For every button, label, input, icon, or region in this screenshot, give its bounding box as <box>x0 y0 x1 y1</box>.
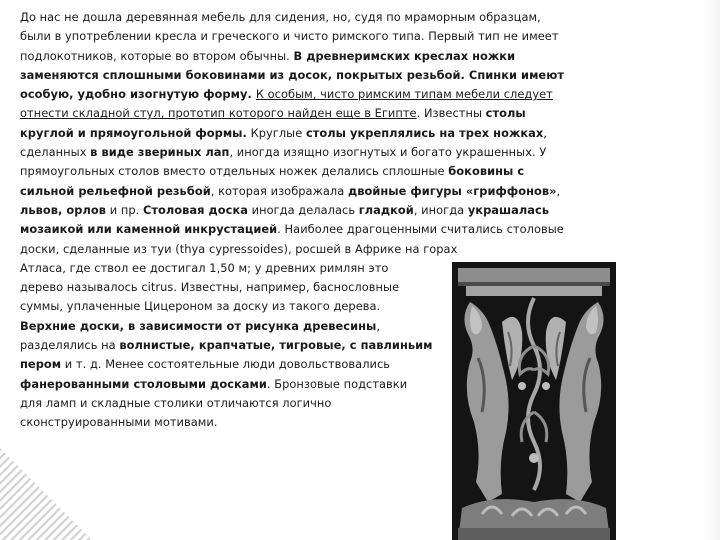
text-line <box>20 143 616 162</box>
text-run: , <box>556 183 561 198</box>
text-run-bold: столы <box>485 106 526 121</box>
text-run-bold: Столовая доска <box>142 202 248 217</box>
text-run-bold: Верхние доски, в зависимости от рисунка древесины <box>20 318 377 333</box>
text-run-bold: гладкой <box>358 202 414 217</box>
text-run: сделанных <box>20 145 91 160</box>
text-run: Круглые <box>246 125 306 140</box>
text-run: доски, сделанные из туи (thya cypressoides), росшей в Африке на горах <box>20 241 458 256</box>
text-run: иногда делалась <box>248 202 359 217</box>
text-run: сконструированными мотивами. <box>20 415 218 430</box>
text-run: и т. д. Менее состоятельные люди довольствовались <box>61 357 391 372</box>
text-run: , <box>376 318 381 333</box>
corner-stripes-decoration <box>0 448 92 540</box>
text-run-bold: волнистые, крапчатые, тигровые, с павлиньим <box>119 338 433 353</box>
text-run: подлокотников, которые во втором обычны. <box>20 48 294 63</box>
text-run: , иногда изящно изогнутых и богато украшенных. У <box>229 145 547 160</box>
underlined-text: отнести складной стул, прототип которого найден еще в Египте <box>20 106 417 121</box>
griffin-relief-illustration <box>452 262 616 540</box>
text-run: разделялись на <box>20 338 120 353</box>
griffin-table-support-photo <box>452 262 616 540</box>
text-run-bold: пером <box>20 357 62 372</box>
text-run-bold: мозаикой или каменной инкрустацией <box>20 222 278 237</box>
text-run: , <box>543 125 547 140</box>
text-line <box>20 220 616 239</box>
text-line <box>20 27 616 46</box>
text-run: Атласа, где ствол ее достигал 1,50 м; у древних римлян это <box>20 260 389 275</box>
text-run: . Наиболее драгоценными считались столовые <box>277 222 564 237</box>
text-run: . Бронзовые подставки <box>266 376 408 391</box>
slide-edge-decoration <box>702 0 720 540</box>
text-run: , иногда <box>413 202 468 217</box>
text-line <box>20 66 616 85</box>
text-run-bold: боковины с <box>448 164 525 179</box>
text-run-bold: украшалась <box>467 202 550 217</box>
text-line <box>20 47 616 66</box>
text-run-bold: столы укреплялись на трех ножках <box>305 125 544 140</box>
text-run-bold: особую, удобно изогнутую форму. <box>20 87 256 102</box>
text-run: были в употреблении кресла и греческого и чисто римского типа. Первый тип не имеет <box>20 29 559 44</box>
underlined-text: К особым, чисто римским типам мебели следует <box>255 87 553 102</box>
text-line <box>20 240 616 259</box>
text-line <box>20 104 616 123</box>
text-run: прямоугольных столов вместо отдельных ножек делались сплошные <box>20 164 449 179</box>
text-line <box>20 85 616 104</box>
text-run-bold: заменяются сплошными боковинами из досок, покрытых резьбой. Спинки имеют <box>20 67 564 82</box>
text-line <box>20 201 616 220</box>
text-run-bold: львов, орлов <box>20 202 107 217</box>
text-line <box>20 182 616 201</box>
text-run-bold: В древнеримских креслах ножки <box>293 48 516 63</box>
text-line <box>20 162 616 181</box>
text-run-bold: круглой и прямоугольной формы. <box>20 125 247 140</box>
text-run-bold: двойные фигуры «гриффонов» <box>347 183 557 198</box>
text-run-bold: в виде звериных лап <box>90 145 230 160</box>
text-run: До нас не дошла деревянная мебель для сидения, но, судя по мраморным образцам, <box>20 10 541 24</box>
text-line <box>20 8 616 27</box>
text-run-bold: фанерованными столовыми досками <box>20 376 267 391</box>
text-run: , которая изображала <box>210 183 348 198</box>
text-line <box>20 124 616 143</box>
text-run: суммы, уплаченные Цицероном за доску из такого дерева. <box>20 299 381 314</box>
text-run: дерево называлось citrus. Известны, например, баснословные <box>20 280 400 295</box>
text-run: и пр. <box>106 202 143 217</box>
text-run-bold: сильной рельефной резьбой <box>20 183 211 198</box>
text-run: для ламп и складные столики отличаются логично <box>20 395 332 410</box>
text-run: . Известны <box>416 106 486 121</box>
